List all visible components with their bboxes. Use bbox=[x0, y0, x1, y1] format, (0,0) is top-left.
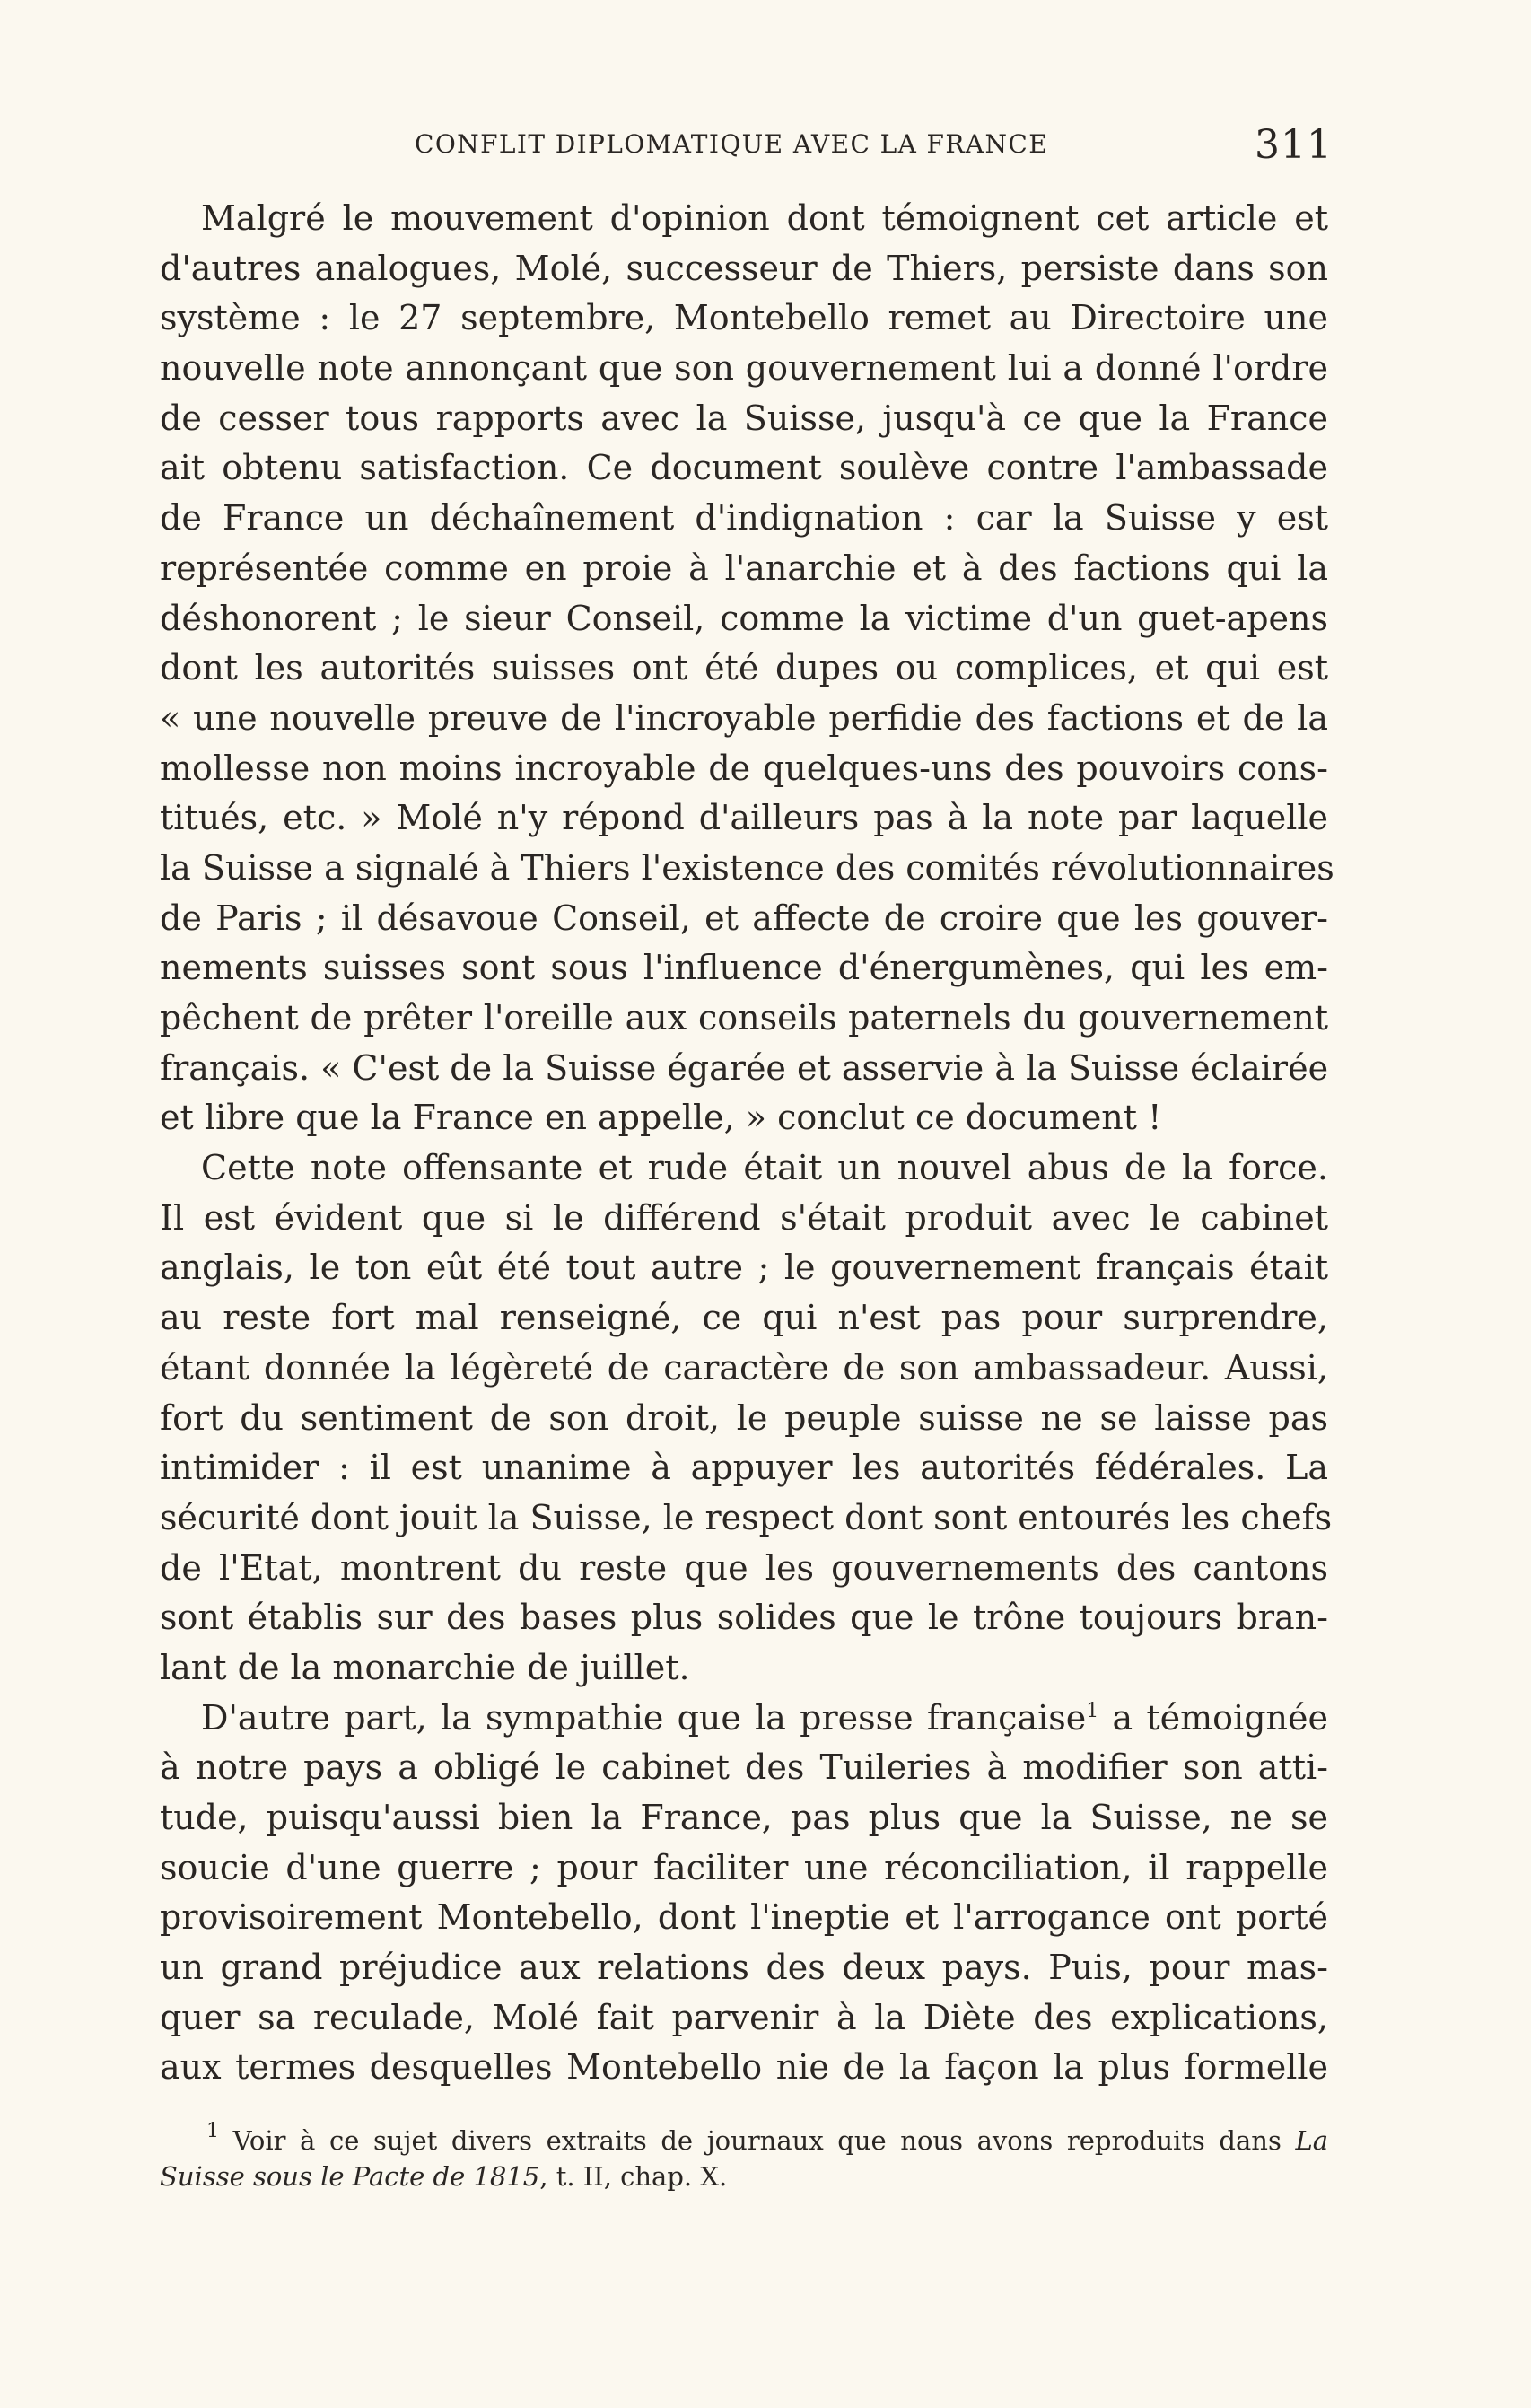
text-line: d'autres analogues, Molé, successeur de Thiers, persiste dans son bbox=[160, 248, 1328, 288]
paragraph-3 bbox=[160, 1694, 1328, 2094]
page-header bbox=[0, 122, 1531, 176]
text-line: sont établis sur des bases plus solides que le trône toujours bran- bbox=[160, 1598, 1328, 1638]
footnote-line bbox=[160, 2120, 1328, 2158]
text-line: anglais, le ton eût été tout autre ; le gouvernement français était bbox=[160, 1248, 1328, 1288]
text-line: nouvelle note annonçant que son gouvernement lui a donné l'ordre bbox=[160, 348, 1328, 389]
text-line: de cesser tous rapports avec la Suisse, jusqu'à ce que la France bbox=[160, 398, 1328, 438]
text-line: titués, etc. » Molé n'y répond d'ailleurs pas à la note par laquelle bbox=[160, 798, 1328, 838]
text-line: à notre pays a obligé le cabinet des Tuileries à modifier son atti- bbox=[160, 1747, 1328, 1788]
text-line: « une nouvelle preuve de l'incroyable perfidie des factions et de la bbox=[160, 697, 1328, 738]
text-line: représentée comme en proie à l'anarchie et à des factions qui la bbox=[160, 547, 1328, 588]
running-title: CONFLIT DIPLOMATIQUE AVEC LA FRANCE bbox=[415, 129, 1049, 159]
text-segment: a témoignée bbox=[1098, 1697, 1328, 1738]
text-line: déshonorent ; le sieur Conseil, comme la victime d'un guet-apens bbox=[160, 598, 1328, 638]
text-line: Il est évident que si le différend s'était produit avec le cabinet bbox=[160, 1197, 1328, 1238]
text-line: aux termes desquelles Montebello nie de la façon la plus formelle bbox=[160, 2047, 1328, 2088]
text-line: provisoirement Montebello, dont l'ineptie et l'arrogance ont porté bbox=[160, 1897, 1328, 1938]
text-line: de France un déchaînement d'indignation : car la Suisse y est bbox=[160, 498, 1328, 539]
text-line: nements suisses sont sous l'influence d'énergumènes, qui les em- bbox=[160, 948, 1328, 988]
footnote-reference[interactable]: 1 bbox=[1086, 1699, 1099, 1722]
text-line: lant de la monarchie de juillet. bbox=[160, 1647, 690, 1687]
paragraph-2 bbox=[160, 1143, 1333, 1694]
text-line: de l'Etat, montrent du reste que les gouvernements des cantons bbox=[160, 1547, 1328, 1588]
text-line: fort du sentiment de son droit, le peuple suisse ne se laisse pas bbox=[160, 1397, 1328, 1438]
text-line: et libre que la France en appelle, » conclut ce document ! bbox=[160, 1098, 1162, 1138]
paragraph-1 bbox=[160, 194, 1334, 1143]
text-segment: D'autre part, la sympathie que la presse française bbox=[201, 1697, 1087, 1738]
footnote-title-start: La bbox=[1295, 2125, 1328, 2156]
footnote-marker: 1 bbox=[206, 2120, 219, 2142]
text-line: sécurité dont jouit la Suisse, le respect dont sont entourés les chefs bbox=[160, 1497, 1333, 1537]
text-line: Cette note offensante et rude était un nouvel abus de la force. bbox=[201, 1148, 1328, 1188]
text-line: tude, puisqu'aussi bien la France, pas plus que la Suisse, ne se bbox=[160, 1798, 1328, 1837]
page-number: 311 bbox=[1255, 122, 1333, 168]
footnote-title: Suisse sous le Pacte de 1815 bbox=[160, 2161, 540, 2192]
text-line: intimider : il est unanime à appuyer les autorités fédérales. La bbox=[160, 1448, 1328, 1488]
text-line: soucie d'une guerre ; pour faciliter une réconciliation, il rappelle bbox=[160, 1847, 1328, 1887]
text-line: ait obtenu satisfaction. Ce document soulève contre l'ambassade bbox=[160, 448, 1328, 488]
footnote-text: Voir à ce sujet divers extraits de journaux que nous avons reproduits dans bbox=[219, 2125, 1296, 2156]
text-line: dont les autorités suisses ont été dupes ou complices, et qui est bbox=[160, 648, 1328, 688]
text-line: pêchent de prêter l'oreille aux conseils paternels du gouvernement bbox=[160, 998, 1328, 1038]
text-line: Malgré le mouvement d'opinion dont témoignent cet article et bbox=[201, 198, 1328, 238]
text-line: mollesse non moins incroyable de quelques-uns des pouvoirs cons- bbox=[160, 748, 1328, 788]
text-line-with-note bbox=[160, 1694, 1328, 1744]
text-line: la Suisse a signalé à Thiers l'existence des comités révolutionnaires bbox=[160, 847, 1334, 888]
text-line: au reste fort mal renseigné, ce qui n'est pas pour surprendre, bbox=[160, 1298, 1328, 1338]
footnote-text-end: , t. II, chap. X. bbox=[539, 2161, 728, 2192]
text-line: de Paris ; il désavoue Conseil, et affecte de croire que les gouver- bbox=[160, 898, 1328, 938]
footnote bbox=[160, 2120, 1328, 2194]
text-line: un grand préjudice aux relations des deux pays. Puis, pour mas- bbox=[160, 1948, 1328, 1988]
text-line: quer sa reculade, Molé fait parvenir à la Diète des explications, bbox=[160, 1997, 1328, 2037]
text-line: français. « C'est de la Suisse égarée et asservie à la Suisse éclairée bbox=[160, 1047, 1329, 1088]
text-line: système : le 27 septembre, Montebello remet au Directoire une bbox=[160, 298, 1328, 338]
footnote-line bbox=[160, 2158, 1328, 2194]
text-line: étant donnée la légèreté de caractère de son ambassadeur. Aussi, bbox=[160, 1347, 1328, 1388]
body-text bbox=[160, 194, 1334, 2093]
